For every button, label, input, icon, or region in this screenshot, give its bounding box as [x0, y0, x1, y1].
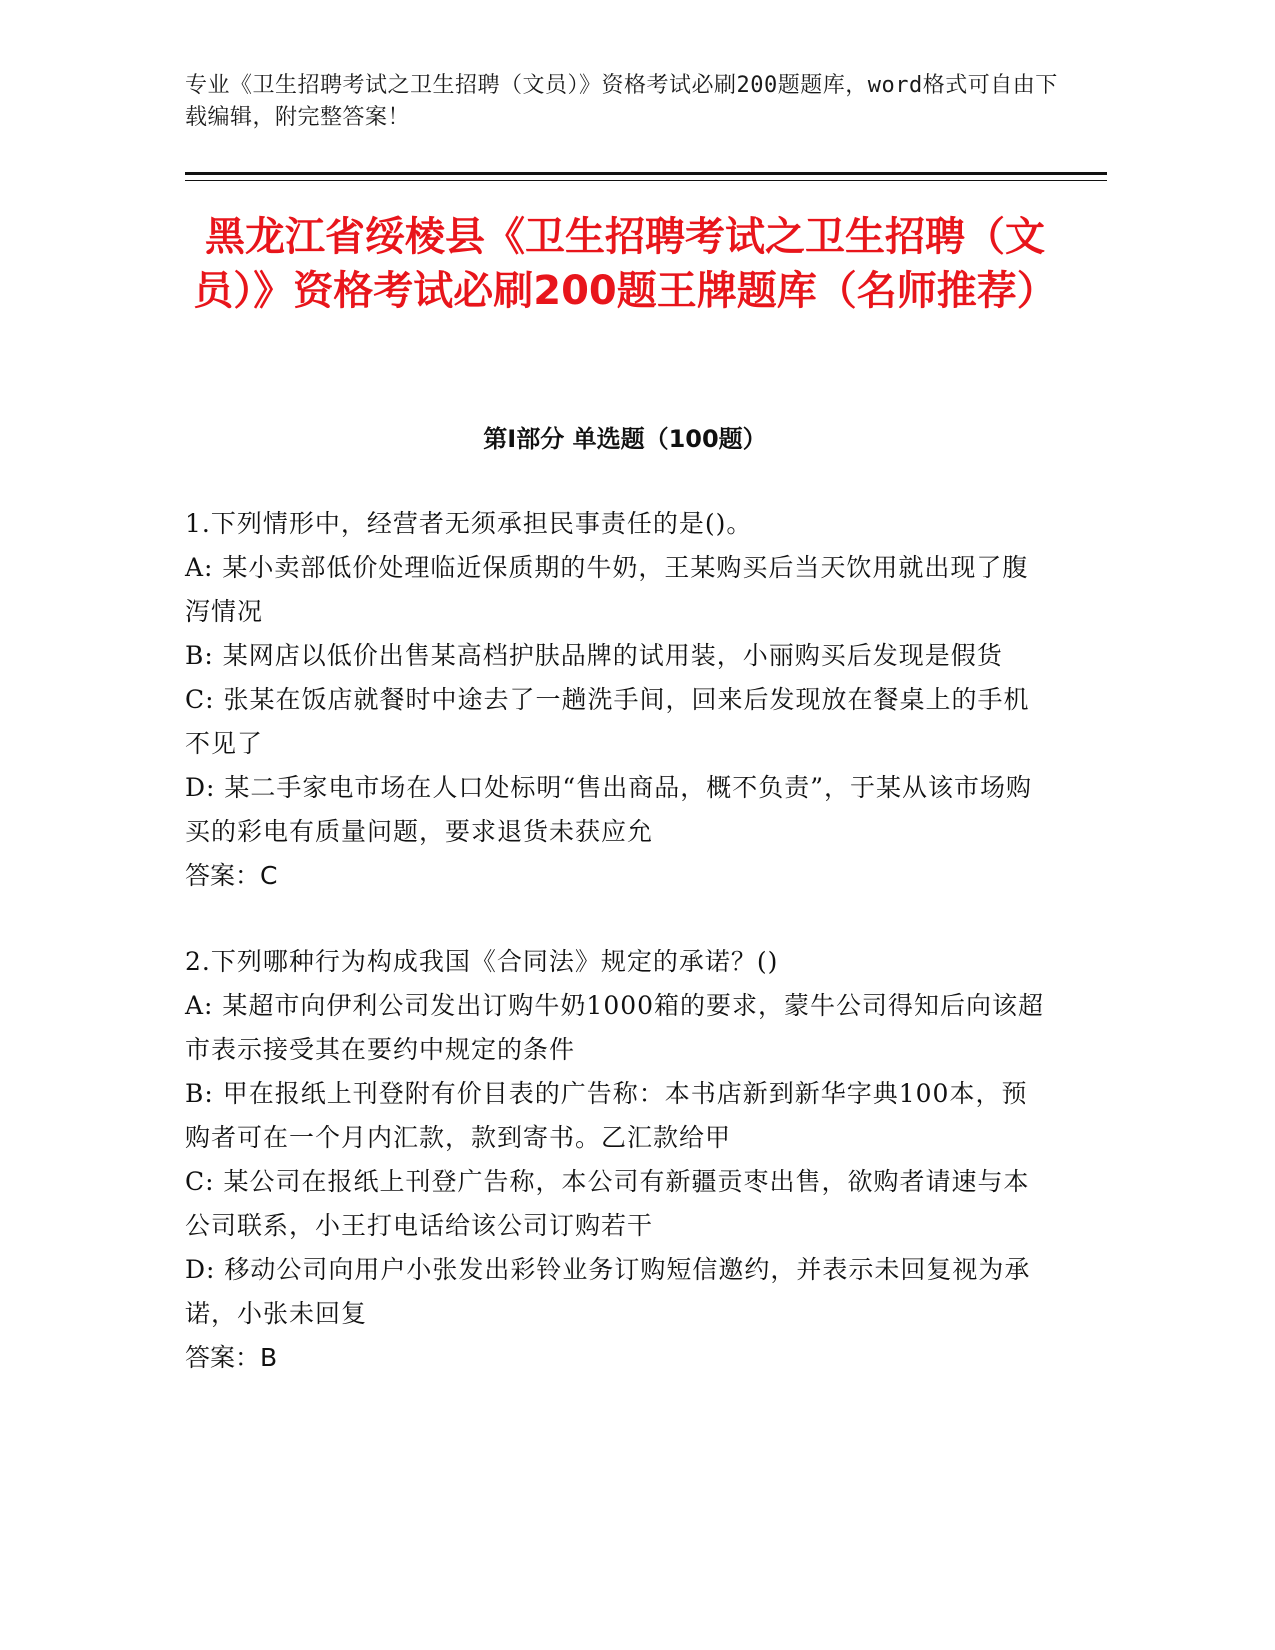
- option-b: B: 甲在报纸上刊登附有价目表的广告称：本书店新到新华字典100本，预购者可在一个月内汇款，款到寄书。乙汇款给甲: [185, 1079, 1028, 1152]
- option-a: A: 某超市向伊利公司发出订购牛奶1000箱的要求，蒙牛公司得知后向该超市表示接受其在要约中规定的条件: [185, 991, 1045, 1064]
- option-b: B: 某网店以低价出售某高档护肤品牌的试用装，小丽购买后发现是假货: [185, 641, 1003, 670]
- option-d: D: 移动公司向用户小张发出彩铃业务订购短信邀约，并表示未回复视为承诺，小张未回复: [185, 1255, 1031, 1328]
- answer: 答案：C: [185, 861, 278, 890]
- question-stem: 2.下列哪种行为构成我国《合同法》规定的承诺？(): [185, 947, 779, 976]
- header-divider-thin: [185, 180, 1107, 181]
- question-1: [185, 502, 1045, 898]
- section-heading: 第I部分 单选题（100题）: [483, 425, 767, 453]
- option-c: C: 某公司在报纸上刊登广告称，本公司有新疆贡枣出售，欲购者请速与本公司联系，小王打电话给该公司订购若干: [185, 1167, 1030, 1240]
- header-divider-thick: [185, 172, 1107, 175]
- question-stem: 1.下列情形中，经营者无须承担民事责任的是()。: [185, 509, 753, 538]
- option-a: A: 某小卖部低价处理临近保质期的牛奶，王某购买后当天饮用就出现了腹泻情况: [185, 553, 1029, 626]
- answer: 答案：B: [185, 1343, 278, 1372]
- option-d: D: 某二手家电市场在人口处标明“售出商品，概不负责”，于某从该市场购买的彩电有质量问题，要求退货未获应允: [185, 773, 1032, 846]
- document-title: 黑龙江省绥棱县《卫生招聘考试之卫生招聘（文员）》资格考试必刷200题王牌题库（名师推荐）: [193, 214, 1057, 314]
- option-c: C: 张某在饭店就餐时中途去了一趟洗手间，回来后发现放在餐桌上的手机不见了: [185, 685, 1030, 758]
- header-note: 专业《卫生招聘考试之卫生招聘（文员）》资格考试必刷200题题库，word格式可自由下载编辑，附完整答案！: [185, 73, 1058, 130]
- question-list: [185, 502, 1045, 1422]
- question-2: [185, 940, 1045, 1380]
